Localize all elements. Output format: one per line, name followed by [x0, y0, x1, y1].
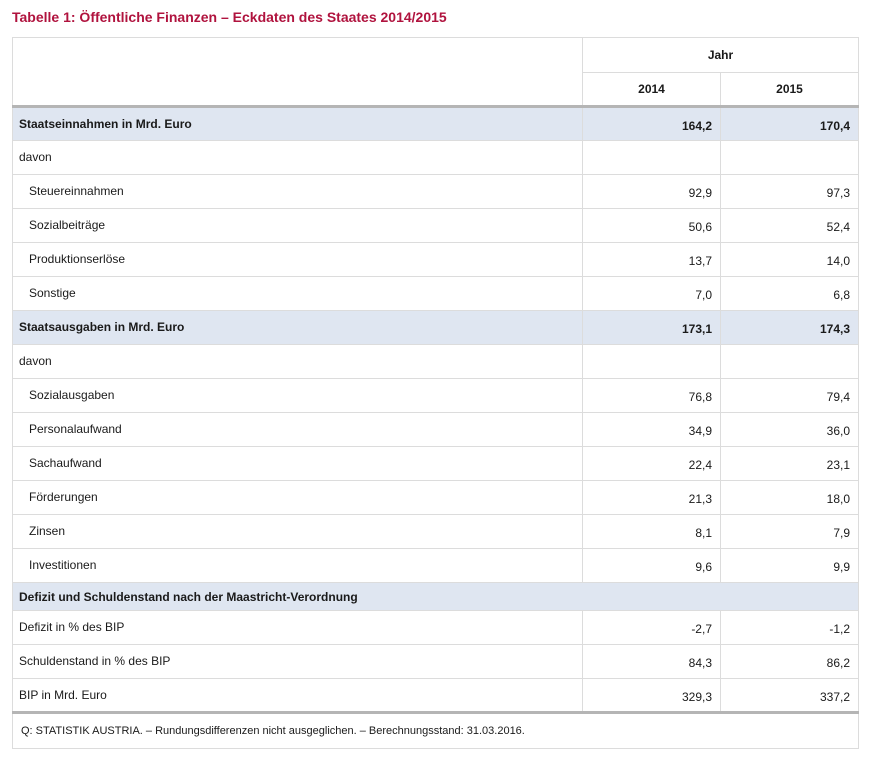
header-year-2014: 2014 [583, 73, 721, 107]
table-row-bip [13, 679, 859, 713]
row-label: Staatseinnahmen in Mrd. Euro [13, 107, 583, 141]
row-label: davon [13, 141, 583, 175]
value-2014: 50,6 [583, 209, 721, 243]
table-caption: Tabelle 1: Öffentliche Finanzen – Eckdaten des Staates 2014/2015 [12, 9, 447, 25]
table-row-foerderungen [13, 481, 859, 515]
value-2015: 6,8 [721, 277, 859, 311]
row-label: Investitionen [13, 549, 583, 583]
value-2015: 7,9 [721, 515, 859, 549]
header-year-group: Jahr [583, 38, 859, 73]
table-row-staatseinnahmen [13, 107, 859, 141]
footnote-row [13, 713, 859, 749]
value-2014: 21,3 [583, 481, 721, 515]
header-empty-cell [13, 38, 583, 107]
table-row-steuereinnahmen [13, 175, 859, 209]
row-label: BIP in Mrd. Euro [13, 679, 583, 713]
row-label: Sozialausgaben [13, 379, 583, 413]
value-2015: 86,2 [721, 645, 859, 679]
table-row-personalaufwand [13, 413, 859, 447]
value-2014: 84,3 [583, 645, 721, 679]
public-finance-table [12, 37, 859, 749]
value-2015: 18,0 [721, 481, 859, 515]
table-row-schuldenstand [13, 645, 859, 679]
value-2015: 36,0 [721, 413, 859, 447]
row-label: Sozialbeiträge [13, 209, 583, 243]
row-label: Sonstige [13, 277, 583, 311]
value-2014: 329,3 [583, 679, 721, 713]
value-2014 [583, 141, 721, 175]
value-2015: 14,0 [721, 243, 859, 277]
value-2014: -2,7 [583, 611, 721, 645]
header-row-group [13, 38, 859, 73]
row-label: davon [13, 345, 583, 379]
table-row-staatsausgaben [13, 311, 859, 345]
table-row-investitionen [13, 549, 859, 583]
value-2014: 22,4 [583, 447, 721, 481]
value-2014: 34,9 [583, 413, 721, 447]
row-label: Produktionserlöse [13, 243, 583, 277]
table-row-sozialausgaben [13, 379, 859, 413]
value-2015 [721, 345, 859, 379]
table-row-sozialbeitraege [13, 209, 859, 243]
table-row-davon [13, 141, 859, 175]
table-section-maastricht [13, 583, 859, 611]
row-label: Sachaufwand [13, 447, 583, 481]
row-label: Schuldenstand in % des BIP [13, 645, 583, 679]
row-label: Personalaufwand [13, 413, 583, 447]
value-2015: 79,4 [721, 379, 859, 413]
value-2014: 92,9 [583, 175, 721, 209]
value-2015: 52,4 [721, 209, 859, 243]
value-2014: 9,6 [583, 549, 721, 583]
value-2015: -1,2 [721, 611, 859, 645]
row-label: Defizit in % des BIP [13, 611, 583, 645]
value-2015: 174,3 [721, 311, 859, 345]
table-row-davon [13, 345, 859, 379]
header-year-2015: 2015 [721, 73, 859, 107]
value-2014: 7,0 [583, 277, 721, 311]
value-2014 [583, 345, 721, 379]
value-2015: 337,2 [721, 679, 859, 713]
row-label: Zinsen [13, 515, 583, 549]
value-2014: 76,8 [583, 379, 721, 413]
value-2014: 13,7 [583, 243, 721, 277]
footnote: Q: STATISTIK AUSTRIA. – Rundungsdifferenzen nicht ausgeglichen. – Berechnungsstand: 31.03.2016. [13, 713, 859, 749]
section-label: Defizit und Schuldenstand nach der Maastricht-Verordnung [13, 583, 859, 611]
row-label: Steuereinnahmen [13, 175, 583, 209]
value-2015 [721, 141, 859, 175]
table-row-sachaufwand [13, 447, 859, 481]
value-2015: 9,9 [721, 549, 859, 583]
row-label: Förderungen [13, 481, 583, 515]
value-2014: 164,2 [583, 107, 721, 141]
table-row-produktionserloese [13, 243, 859, 277]
value-2014: 8,1 [583, 515, 721, 549]
table-row-sonstige [13, 277, 859, 311]
value-2015: 97,3 [721, 175, 859, 209]
row-label: Staatsausgaben in Mrd. Euro [13, 311, 583, 345]
value-2015: 23,1 [721, 447, 859, 481]
value-2014: 173,1 [583, 311, 721, 345]
table-row-zinsen [13, 515, 859, 549]
table-row-defizit [13, 611, 859, 645]
value-2015: 170,4 [721, 107, 859, 141]
